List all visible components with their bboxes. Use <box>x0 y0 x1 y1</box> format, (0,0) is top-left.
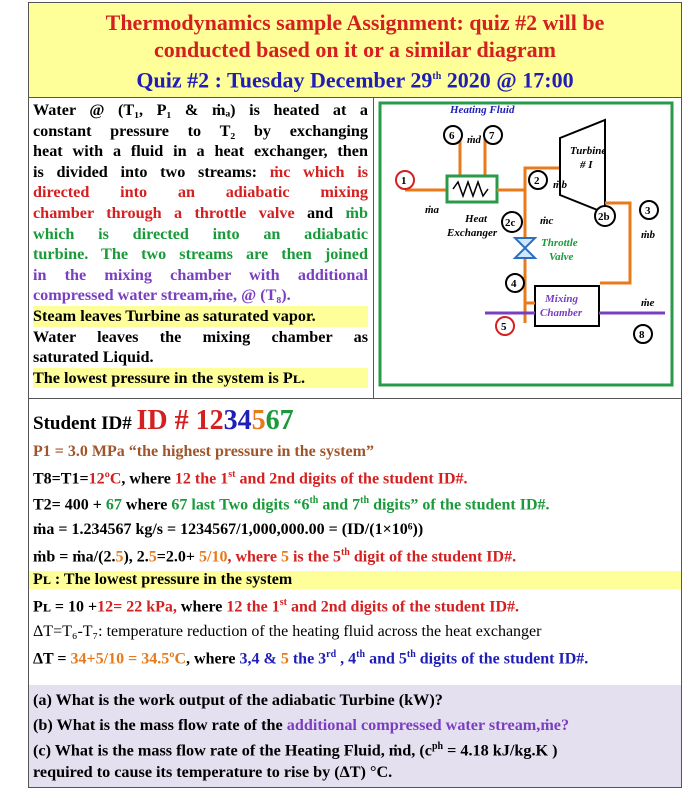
state-5-label: 5 <box>501 321 507 333</box>
chamber-label: Chamber <box>540 307 583 319</box>
mb-label-1: ṁb <box>553 179 568 191</box>
heat-label: Heat <box>465 213 487 225</box>
exchanger-label: Exchanger <box>447 227 498 239</box>
question-c-cont: required to cause its temperature to rise by (ΔT) °C. <box>33 763 393 781</box>
state-4-label: 4 <box>511 278 517 290</box>
problem-line: compressed water stream,ṁe, @ (T₈). <box>33 286 291 305</box>
heat-exchanger-box <box>447 176 497 202</box>
turbine-number-label: # I <box>580 159 593 171</box>
problem-line: Water leaves the mixing chamber as <box>33 327 368 346</box>
state-7-label: 7 <box>489 130 495 142</box>
mb-line: ṁb = ṁa/(2.5), 2.5=2.0+ 5/10, where 5 is the 5th digit of the student ID#. <box>33 547 517 566</box>
problem-statement <box>29 98 374 398</box>
ma-label: ṁa <box>425 204 440 216</box>
t2-line: T2= 400 + 67 where 67 last Two digits “6th and 7th digits” of the student ID#. <box>33 495 550 514</box>
pl-line: Pʟ = 10 +12= 22 kPa, where 12 the 1st and 2nd digits of the student ID#. <box>33 597 520 616</box>
student-id-line: Student ID# ID # 1234567 <box>33 405 294 436</box>
problem-line: directed into an adiabatic mixing <box>33 183 368 202</box>
pl-definition: Pʟ : The lowest pressure in the system <box>29 571 681 589</box>
state-6-label: 6 <box>449 130 455 142</box>
quiz-date: Quiz #2 : Tuesday December 29th 2020 @ 17:00 <box>136 67 574 93</box>
question-b: (b) What is the mass flow rate of the additional compressed water stream,ṁe? <box>33 716 570 734</box>
me-label: ṁe <box>641 297 655 309</box>
dt-line: ΔT = 34+5/10 = 34.5ºC, where 3,4 & 5 the 3rd , 4th and 5th digits of the student ID#. <box>33 649 589 668</box>
ma-line: ṁa = 1.234567 kg/s = 1234567/1,000,000.00 = (ID/(1×10⁶)) <box>33 521 424 538</box>
state-2-label: 2 <box>534 175 540 187</box>
state-3-label: 3 <box>645 205 651 217</box>
problem-line: The lowest pressure in the system is Pʟ. <box>33 368 368 389</box>
problem-line: saturated Liquid. <box>33 348 154 367</box>
header-line-1: Thermodynamics sample Assignment: quiz #2 will be <box>105 10 605 35</box>
dt-definition: ΔT=T₆-T₇: temperature reduction of the heating fluid across the heat exchanger <box>33 623 542 640</box>
problem-line: Steam leaves Turbine as saturated vapor. <box>33 306 368 327</box>
problem-line: constant pressure to T₂ by exchanging <box>33 121 368 140</box>
question-c: (c) What is the mass flow rate of the Heating Fluid, ṁd, ($c^{ph} = 4.18$ kJ/kg.K ) <box>33 741 558 760</box>
state-1-label: 1 <box>401 175 407 187</box>
mb-label-2: ṁb <box>641 229 656 241</box>
state-8-label: 8 <box>639 329 645 341</box>
questions-box <box>29 685 681 787</box>
problem-line: turbine. The two streams are then joined <box>33 245 368 264</box>
question-a: (a) What is the work output of the adiabatic Turbine (kW)? <box>33 691 443 709</box>
heating-fluid-label: Heating Fluid <box>450 104 515 116</box>
problem-line: chamber through a throttle valve and ṁb <box>33 203 368 222</box>
problem-line: which is directed into an adiabatic <box>33 224 368 243</box>
problem-line: is divided into two streams: ṁc which is <box>33 162 369 181</box>
mixing-chamber-box <box>535 286 599 326</box>
given-data-section <box>29 398 681 789</box>
header-banner <box>29 3 681 98</box>
md-label: ṁd <box>467 134 482 146</box>
problem-line: heat with a fluid in a heat exchanger, then <box>33 142 368 161</box>
problem-line: Water @ (T₁, P₁ & ṁₐ) is heated at a <box>33 101 368 119</box>
throttle-label: Throttle <box>541 237 578 249</box>
throttle-valve-shape <box>515 238 535 258</box>
assignment-page <box>28 2 682 788</box>
state-2b-label: 2b <box>598 211 610 223</box>
header-line-2: conducted based on it or a similar diagram <box>154 37 556 62</box>
p1-line: P1 = 3.0 MPa “the highest pressure in the system” <box>33 443 374 460</box>
valve-label: Valve <box>549 251 574 263</box>
turbine-label: Turbine <box>570 145 607 157</box>
state-2c-label: 2c <box>505 217 516 229</box>
t8-line: T8=T1=12ºC, where 12 the 1st and 2nd digits of the student ID#. <box>33 469 468 488</box>
mc-label: ṁc <box>540 215 554 227</box>
problem-line: in the mixing chamber with additional <box>33 265 368 284</box>
system-diagram <box>375 98 681 398</box>
mixing-label: Mixing <box>545 293 579 305</box>
